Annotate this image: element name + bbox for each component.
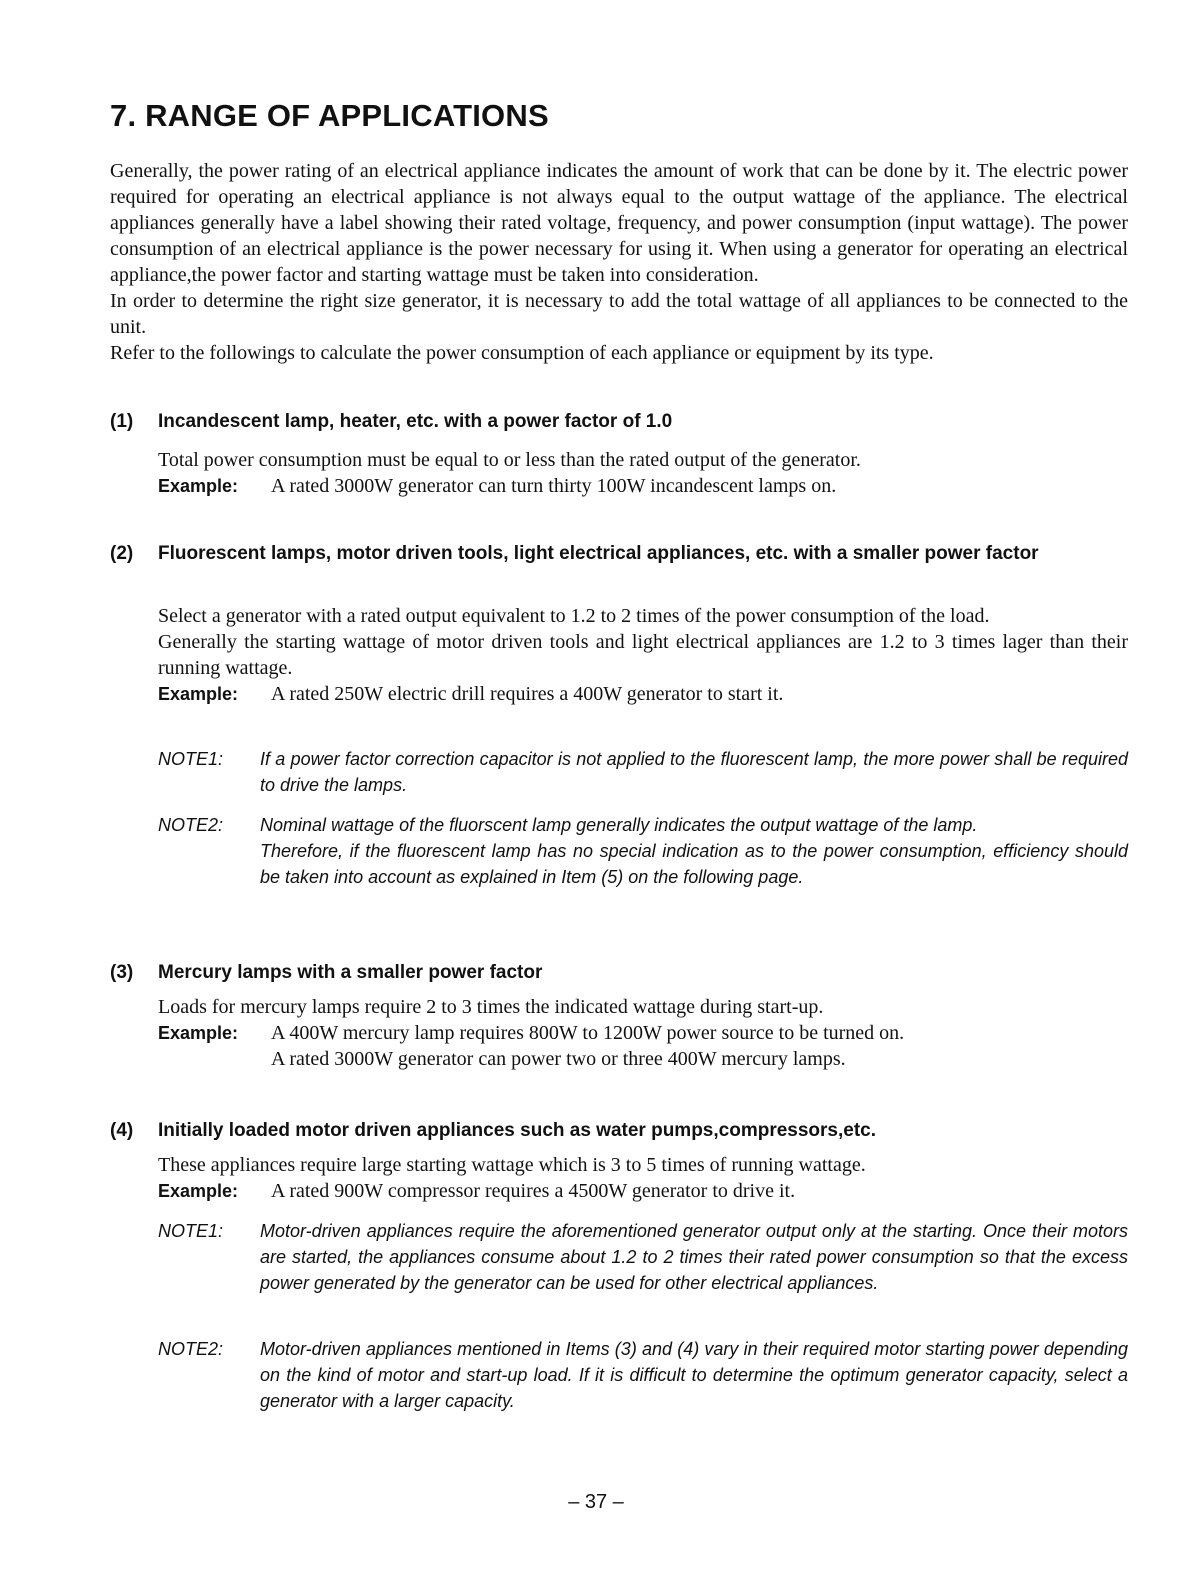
- example-text: A rated 3000W generator can turn thirty 100W incandescent lamps on.: [271, 475, 837, 497]
- example-line: [158, 681, 1128, 707]
- note-body: [260, 1336, 1128, 1414]
- example-label: Example:: [158, 684, 239, 704]
- section-title: Incandescent lamp, heater, etc. with a power factor of 1.0: [158, 411, 673, 432]
- page-title: 7. RANGE OF APPLICATIONS: [110, 98, 549, 133]
- section-1-body: [158, 447, 1128, 499]
- section-number: (4): [110, 1120, 134, 1141]
- note-text: If a power factor correction capacitor is not applied to the fluorescent lamp, the more power shall be required to drive the lamps.: [260, 749, 1128, 795]
- note-body: [260, 812, 1128, 890]
- section-2-body: [158, 603, 1128, 707]
- section-title: Fluorescent lamps, motor driven tools, light electrical appliances, etc. with a smaller power factor: [158, 543, 1039, 564]
- section-number: (2): [110, 543, 134, 564]
- example-label: Example:: [158, 1181, 239, 1201]
- intro-text: [110, 158, 1128, 366]
- section-title: Mercury lamps with a smaller power factor: [158, 962, 543, 983]
- note-text: Therefore, if the fluorescent lamp has no special indication as to the power consumption, efficiency should be taken into account as explained in Item (5) on the following page.: [260, 841, 1128, 887]
- note-text: Motor-driven appliances require the aforementioned generator output only at the starting. Once their motors are started, the appliances consume about 1.2 to 2 times their rated power consumption so that the excess power generated by the generator can be used for other electrical appliances.: [260, 1221, 1128, 1293]
- note-1: [158, 746, 1128, 798]
- note-label: NOTE1:: [158, 749, 224, 769]
- example-text: A rated 900W compressor requires a 4500W generator to drive it.: [271, 1180, 796, 1202]
- example-label: Example:: [158, 476, 239, 496]
- note-label: NOTE2:: [158, 1339, 224, 1359]
- section-number: (3): [110, 962, 134, 983]
- note-body: [260, 746, 1128, 798]
- section-title: Initially loaded motor driven appliances such as water pumps,compressors,etc.: [158, 1120, 877, 1141]
- intro-paragraph: Refer to the followings to calculate the power consumption of each appliance or equipment by its type.: [110, 342, 934, 364]
- example-label: Example:: [158, 1023, 239, 1043]
- note-2: [158, 1336, 1128, 1414]
- page-number: – 37 –: [568, 1491, 624, 1513]
- note-label: NOTE1:: [158, 1221, 224, 1241]
- note-1: [158, 1218, 1128, 1296]
- example-line: [158, 473, 1128, 499]
- example-line: [158, 1178, 1128, 1204]
- example-text: A rated 250W electric drill requires a 400W generator to start it.: [271, 683, 784, 705]
- example-text: A rated 3000W generator can power two or three 400W mercury lamps.: [271, 1048, 846, 1070]
- note-text: Motor-driven appliances mentioned in Items (3) and (4) vary in their required motor starting power depending on the kind of motor and start-up load. If it is difficult to determine the optimum generator capacity, select a generator with a larger capacity.: [260, 1339, 1128, 1411]
- section-3-body: [158, 994, 1128, 1072]
- section-text: Loads for mercury lamps require 2 to 3 times the indicated wattage during start-up.: [158, 996, 824, 1018]
- note-text: Nominal wattage of the fluorscent lamp generally indicates the output wattage of the lamp.: [260, 815, 978, 835]
- example-text: A 400W mercury lamp requires 800W to 1200W power source to be turned on.: [271, 1022, 905, 1044]
- note-body: [260, 1218, 1128, 1296]
- section-text: Select a generator with a rated output equivalent to 1.2 to 2 times of the power consumption of the load.: [158, 605, 990, 627]
- section-number: (1): [110, 411, 134, 432]
- section-text: These appliances require large starting wattage which is 3 to 5 times of running wattage.: [158, 1154, 866, 1176]
- note-2: [158, 812, 1128, 890]
- note-label: NOTE2:: [158, 815, 224, 835]
- intro-paragraph: In order to determine the right size generator, it is necessary to add the total wattage of all appliances to be connected to the unit.: [110, 290, 1128, 338]
- example-line: [158, 1020, 1128, 1046]
- section-4-body: [158, 1152, 1128, 1204]
- intro-paragraph: Generally, the power rating of an electrical appliance indicates the amount of work that can be done by it. The electric power required for operating an electrical appliance is not always equal to the output wattage of the appliance. The electrical appliances generally have a label showing their rated voltage, frequency, and power consumption (input wattage). The power consumption of an electrical appliance is the power necessary for using it. When using a generator for operating an electrical appliance,the power factor and starting wattage must be taken into consideration.: [110, 160, 1128, 286]
- section-text: Total power consumption must be equal to or less than the rated output of the generator.: [158, 449, 861, 471]
- section-text: Generally the starting wattage of motor driven tools and light electrical appliances are 1.2 to 3 times lager than their running wattage.: [158, 631, 1128, 679]
